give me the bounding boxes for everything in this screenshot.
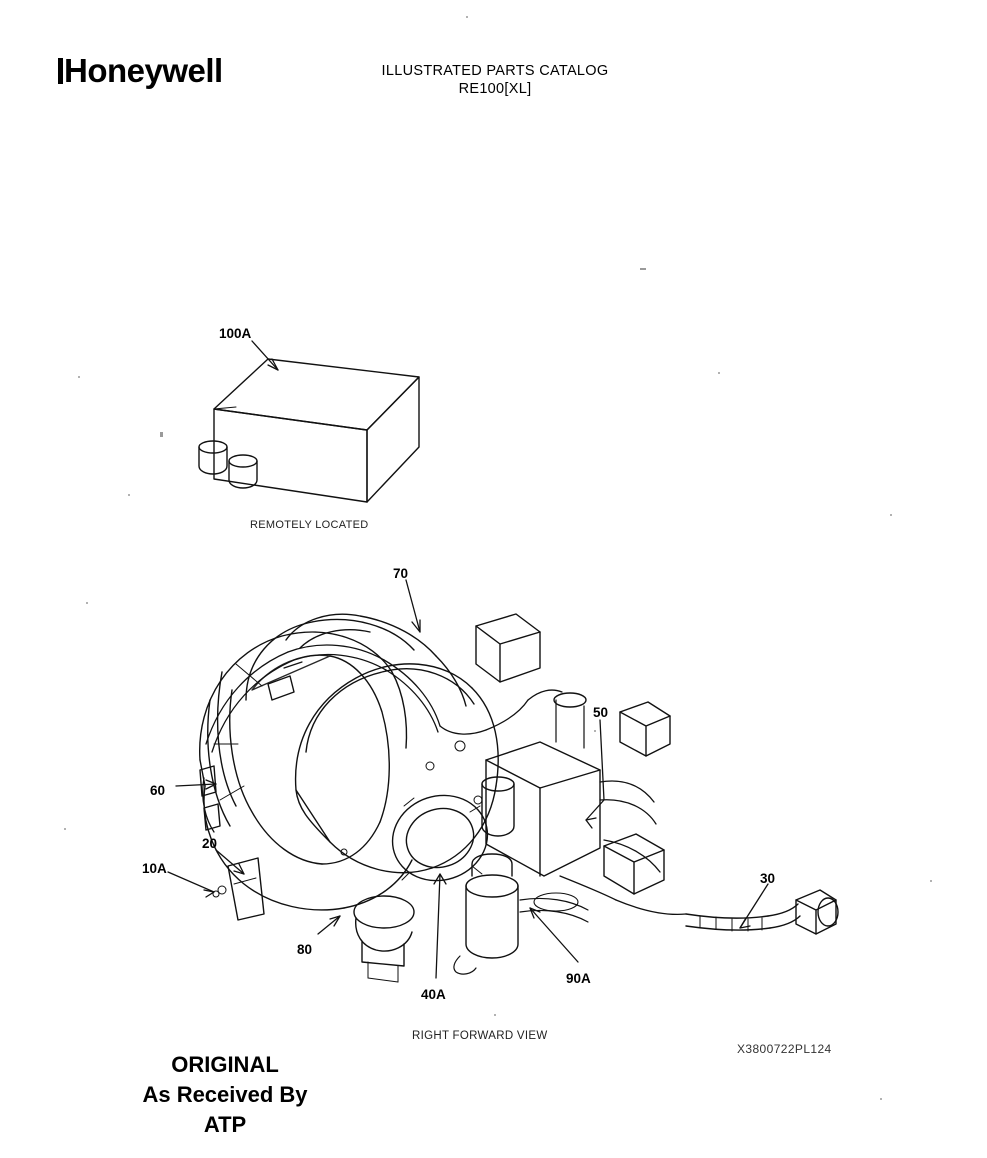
scan-speck [466,16,468,18]
engine-assembly [200,614,838,982]
caption-main-view: RIGHT FORWARD VIEW [412,1030,548,1042]
callout-70: 70 [393,566,409,581]
brand-text: Honeywell [64,52,223,89]
caption-remote-unit: REMOTELY LOCATED [250,519,369,531]
callout-90A: 90A [566,971,591,986]
original-stamp [110,1050,340,1140]
remote-unit-box [199,359,419,502]
stamp-line3: ATP [203,1112,247,1137]
callout-30: 30 [760,871,776,886]
figure-code: X3800722PL124 [737,1042,832,1056]
scan-speck [640,268,646,270]
scan-speck [930,880,932,882]
callout-60: 60 [150,783,166,798]
scan-speck [594,730,596,732]
scan-speck [160,432,163,437]
catalog-title-line1: ILLUSTRATED PARTS CATALOG [381,63,609,79]
callout-50: 50 [593,705,609,720]
catalog-title-line2: RE100[XL] [458,81,532,97]
scan-speck [78,376,80,378]
callout-80: 80 [297,942,313,957]
scan-speck [494,1014,496,1016]
callout-10A: 10A [142,861,167,876]
scan-speck [880,1098,882,1100]
stamp-line2: As Received By [142,1082,308,1107]
scan-speck [86,602,88,604]
callout-40A: 40A [421,987,446,1002]
scan-speck [64,828,66,830]
scan-speck [890,514,892,516]
scan-speck [128,494,130,496]
scan-speck [718,372,720,374]
callout-20: 20 [202,836,218,851]
callout-100A: 100A [219,326,252,341]
stamp-line1: ORIGINAL [171,1052,279,1077]
leader-lines [168,580,768,978]
